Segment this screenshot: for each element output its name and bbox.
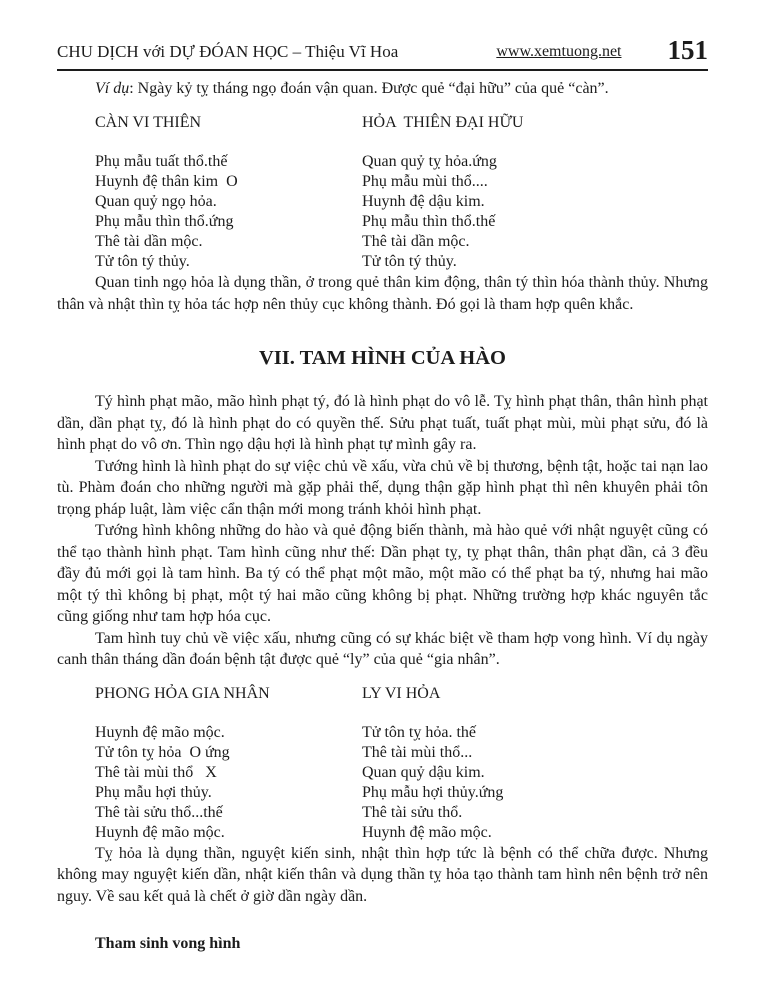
hexagram-line: Quan quỷ dậu kim. [362,763,485,781]
page-header [57,35,708,71]
hexagram-line: Phụ mẫu tuất thổ.thế [95,153,228,170]
hexagram-line: Tử tôn tý thủy. [362,253,457,270]
paragraph-tuong-hinh-meaning: Tướng hình là hình phạt do sự việc chủ về xấu, vừa chủ về bị thương, bệnh tật, hoặc tai nạn lao tù. Phàm đoán cho những người mà gặp phải thế, dụng thận gặp hình phạt thì nên khuyên phải tôn trọng pháp luật, làm việc cẩn thận mới mong tránh khỏi hình phạt. [57,457,708,518]
hexagram-column-hoa-thien-dai-huu [362,112,708,272]
example-label: Ví dụ [95,80,130,97]
hexagram-line: Huynh đệ dậu kim. [362,193,485,210]
hexagram-line: Phụ mẫu thìn thổ.thế [362,213,496,230]
hexagram-title: HỎA THIÊN ĐẠI HỮU [362,114,524,131]
section-heading-tam-hinh-cua-hao: VII. TAM HÌNH CỦA HÀO [259,347,506,369]
hexagram-line: Huynh đệ mão mộc. [95,723,225,741]
example-intro-paragraph [57,78,708,100]
example-text: : Ngày kỷ tỵ tháng ngọ đoán vận quan. Được quẻ “đại hữu” của quẻ “càn”. [129,80,609,97]
hexagram-line: Huynh đệ thân kim O [95,173,238,190]
hexagram-line: Thê tài sửu thổ...thế [95,803,223,821]
hexagram-line: Huynh đệ mão mộc. [95,823,225,841]
hexagram-pair-1 [57,112,708,272]
paragraph-tam-hinh-example: Tam hình tuy chủ về việc xấu, nhưng cũng có sự khác biệt về tham hợp vong hình. Ví dụ ngày canh thân tháng dần đoán bệnh tật được quẻ “ly” của quẻ “gia nhân”. [57,629,708,668]
hexagram-line: Thê tài sửu thổ. [362,803,463,821]
hexagram-line: Thê tài mùi thổ... [362,743,473,761]
hexagram-line: Tử tôn tỵ hỏa. thế [362,723,476,741]
hexagram-column-can-vi-thien [95,112,362,272]
hexagram-line: Thê tài dần mộc. [95,233,203,250]
hexagram-line: Quan quỷ ngọ hỏa. [95,193,217,210]
website-url: www.xemtuong.net [496,43,622,60]
book-title: CHU DỊCH với DỰ ĐÓAN HỌC – Thiệu Vĩ Hoa [57,42,399,61]
hexagram-line: Quan quỷ tỵ hỏa.ứng [362,153,497,170]
hexagram-line: Huynh đệ mão mộc. [362,823,492,841]
paragraph-tam-hinh-rules: Tướng hình không những do hào và quẻ động biến thành, mà hào quẻ với nhật nguyệt cũng có thể tạo thành hình phạt. Tam hình cũng như thế: Dần phạt tỵ, tỵ phạt thân, thân phạt dần, cả 3 đều đầy đủ mới gọi là tam hình. Ba tý có thể phạt một mão, một mão có thể phạt ba tý, nhưng hai mão một tý thì không bị phạt, một tý hai mão cũng không bị phạt. Những trường hợp khác nguyên tắc cũng giống như tam hợp hóa cục. [57,522,708,625]
hexagram-line: Tử tôn tỵ hỏa O ứng [95,743,230,761]
hexagram-title: LY VI HỎA [362,684,441,702]
hexagram-title: PHONG HỎA GIA NHÂN [95,684,270,702]
hexagram-line: Phụ mẫu hợi thủy.ứng [362,783,504,801]
paragraph-tham-hop-quen-khac: Quan tinh ngọ hỏa là dụng thần, ở trong quẻ thân kim động, thân tý thìn hóa thành thủy. Nhưng thân và nhật thìn tỵ hỏa tác hợp nên thủy cục không thành. Đó gọi là tham hợp quên khắc. [57,274,708,313]
hexagram-line: Thê tài dần mộc. [362,233,470,250]
page-number: 151 [667,35,708,65]
hexagram-line: Phụ mẫu thìn thổ.ứng [95,213,234,230]
paragraph-benh-tat-result: Tỵ hỏa là dụng thần, nguyệt kiến sinh, nhật thìn hợp tức là bệnh có thể chữa được. Nhưng không may nguyệt kiến dần, nhật kiến thân và dụng thần tỵ hỏa tạo thành tam hình nên bệnh trở nên nguy. Về sau kết quả là chết ở giờ dần ngày dần. [57,844,708,905]
hexagram-column-ly-vi-hoa [362,683,708,843]
subheading-tham-sinh-vong-hinh: Tham sinh vong hình [95,935,241,952]
paragraph-hinh-phat-types: Tý hình phạt mão, mão hình phạt tý, đó là hình phạt do vô lễ. Tỵ hình phạt thân, thân hình phạt dần, dần phạt tỵ, đó là hình phạt do có quyền thế. Sửu phạt tuất, tuất phạt mùi, mùi phạt sửu, đó là hình phạt do vô ơn. Thìn ngọ dậu hợi là hình phạt tự mình gây ra. [57,393,708,453]
hexagram-pair-2 [57,683,708,843]
hexagram-column-phong-hoa-gia-nhan [95,683,362,843]
hexagram-line: Thê tài mùi thổ X [95,763,217,781]
hexagram-title: CÀN VI THIÊN [95,114,202,131]
hexagram-line: Phụ mẫu mùi thổ.... [362,173,488,190]
hexagram-line: Phụ mẫu hợi thủy. [95,783,212,801]
hexagram-line: Tử tôn tý thủy. [95,253,190,270]
